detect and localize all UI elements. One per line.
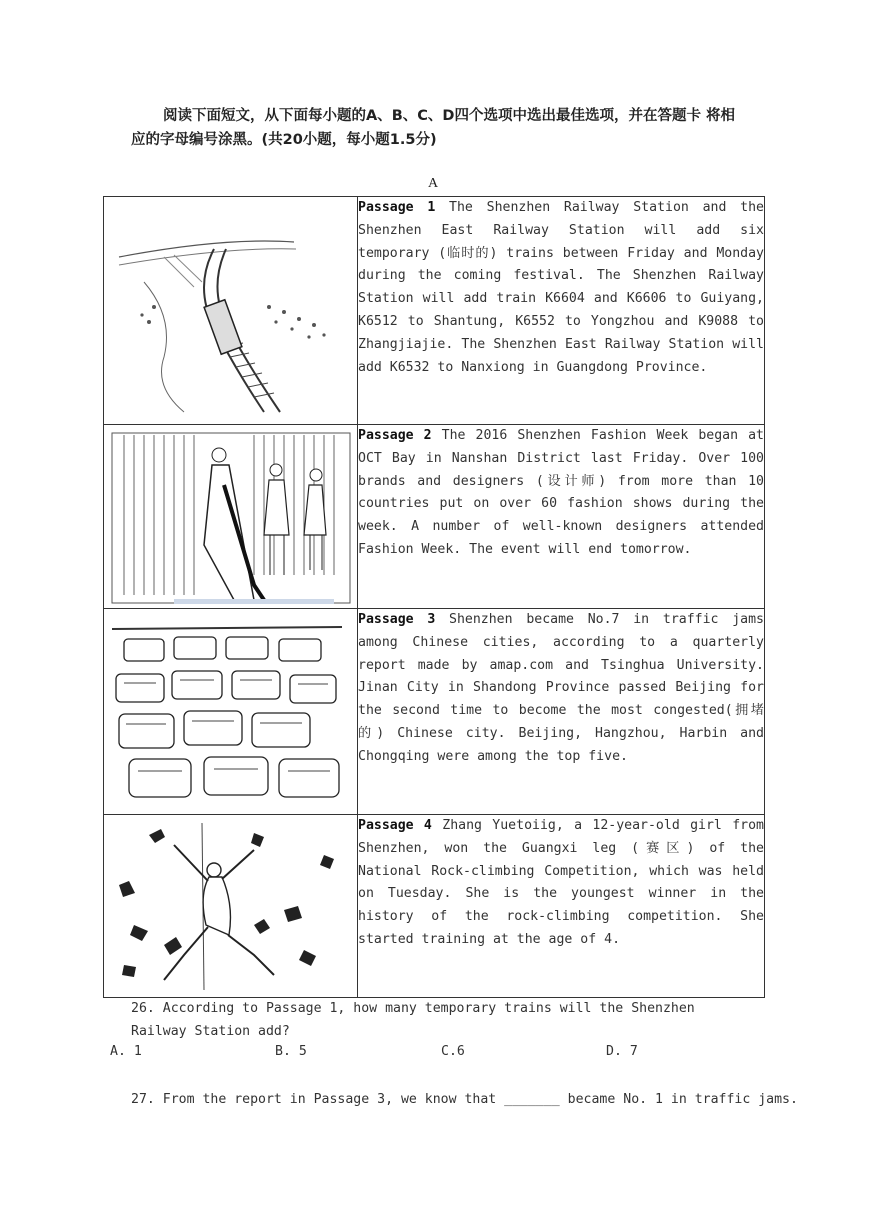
question-26: 26. According to Passage 1, how many temporary trains will the Shenzhen Railway Station add? — [131, 1001, 695, 1039]
railway-illustration-icon — [104, 197, 358, 425]
passage-row-2 — [104, 425, 765, 609]
rock-climbing-illustration-icon — [104, 815, 358, 998]
passage-row-1 — [104, 197, 765, 425]
passage-1-text: Passage 1 The Shenzhen Railway Station and the Shenzhen East Railway Station will add six temporary (临时的) trains between Friday and Monday during the coming festival. The Shenzhen Railway Station will add train K6604 and K6606 to Guiyang, K6512 to Shantung, K6552 to Yongzhou and K9088 to Zhangjiajie. The Shenzhen East Railway Station will add K6532 to Nanxiong in Guangdong Province. — [358, 197, 765, 425]
traffic-jam-illustration-icon — [104, 609, 358, 815]
passage-row-4 — [104, 815, 765, 998]
passage-4-text: Passage 4 Zhang Yuetoiig, a 12-year-old girl from Shenzhen, won the Guangxi leg (赛区) of the National Rock-climbing Competition, which was held on Tuesday. She is the youngest winner in the history of the rock-climbing competition. She started training at the age of 4. — [358, 815, 765, 998]
option-d: D. 7 — [606, 1044, 638, 1059]
passage-2-label: Passage 2 — [358, 428, 432, 443]
option-a: A. 1 — [110, 1044, 142, 1059]
passage-3-label: Passage 3 — [358, 612, 436, 627]
section-label: A — [428, 176, 439, 191]
fashion-show-illustration-icon — [104, 425, 358, 609]
passage-3-text: Passage 3 Shenzhen became No.7 in traffic jams among Chinese cities, according to a quarterly report made by amap.com and Tsinghua University. Jinan City in Shandong Province passed Beijing for the second time to become the most congested(拥堵 的) Chinese city. Beijing, Hangzhou, Harbin and Chongqing were among the top five. — [358, 609, 765, 815]
passage-1-label: Passage 1 — [358, 200, 436, 215]
passage-2-text: Passage 2 The 2016 Shenzhen Fashion Week began at OCT Bay in Nanshan District last Friday. Over 100 brands and designers (设计师) from more than 10 countries put on over 60 fashion shows during the week. A number of well-known designers attended Fashion Week. The event will end tomorrow. — [358, 425, 765, 609]
option-c: C.6 — [441, 1044, 465, 1059]
passage-4-label: Passage 4 — [358, 818, 432, 833]
option-b: B. 5 — [275, 1044, 307, 1059]
passage-table — [103, 196, 765, 998]
instructions: 阅读下面短文，从下面每小题的A、B、C、D四个选项中选出最佳选项，并在答题卡 将相应的字母编号涂黑。(共20小题，每小题1.5分) — [131, 108, 735, 148]
question-27: 27. From the report in Passage 3, we know that _______ became No. 1 in traffic jams. — [131, 1092, 798, 1107]
passage-row-3 — [104, 609, 765, 815]
